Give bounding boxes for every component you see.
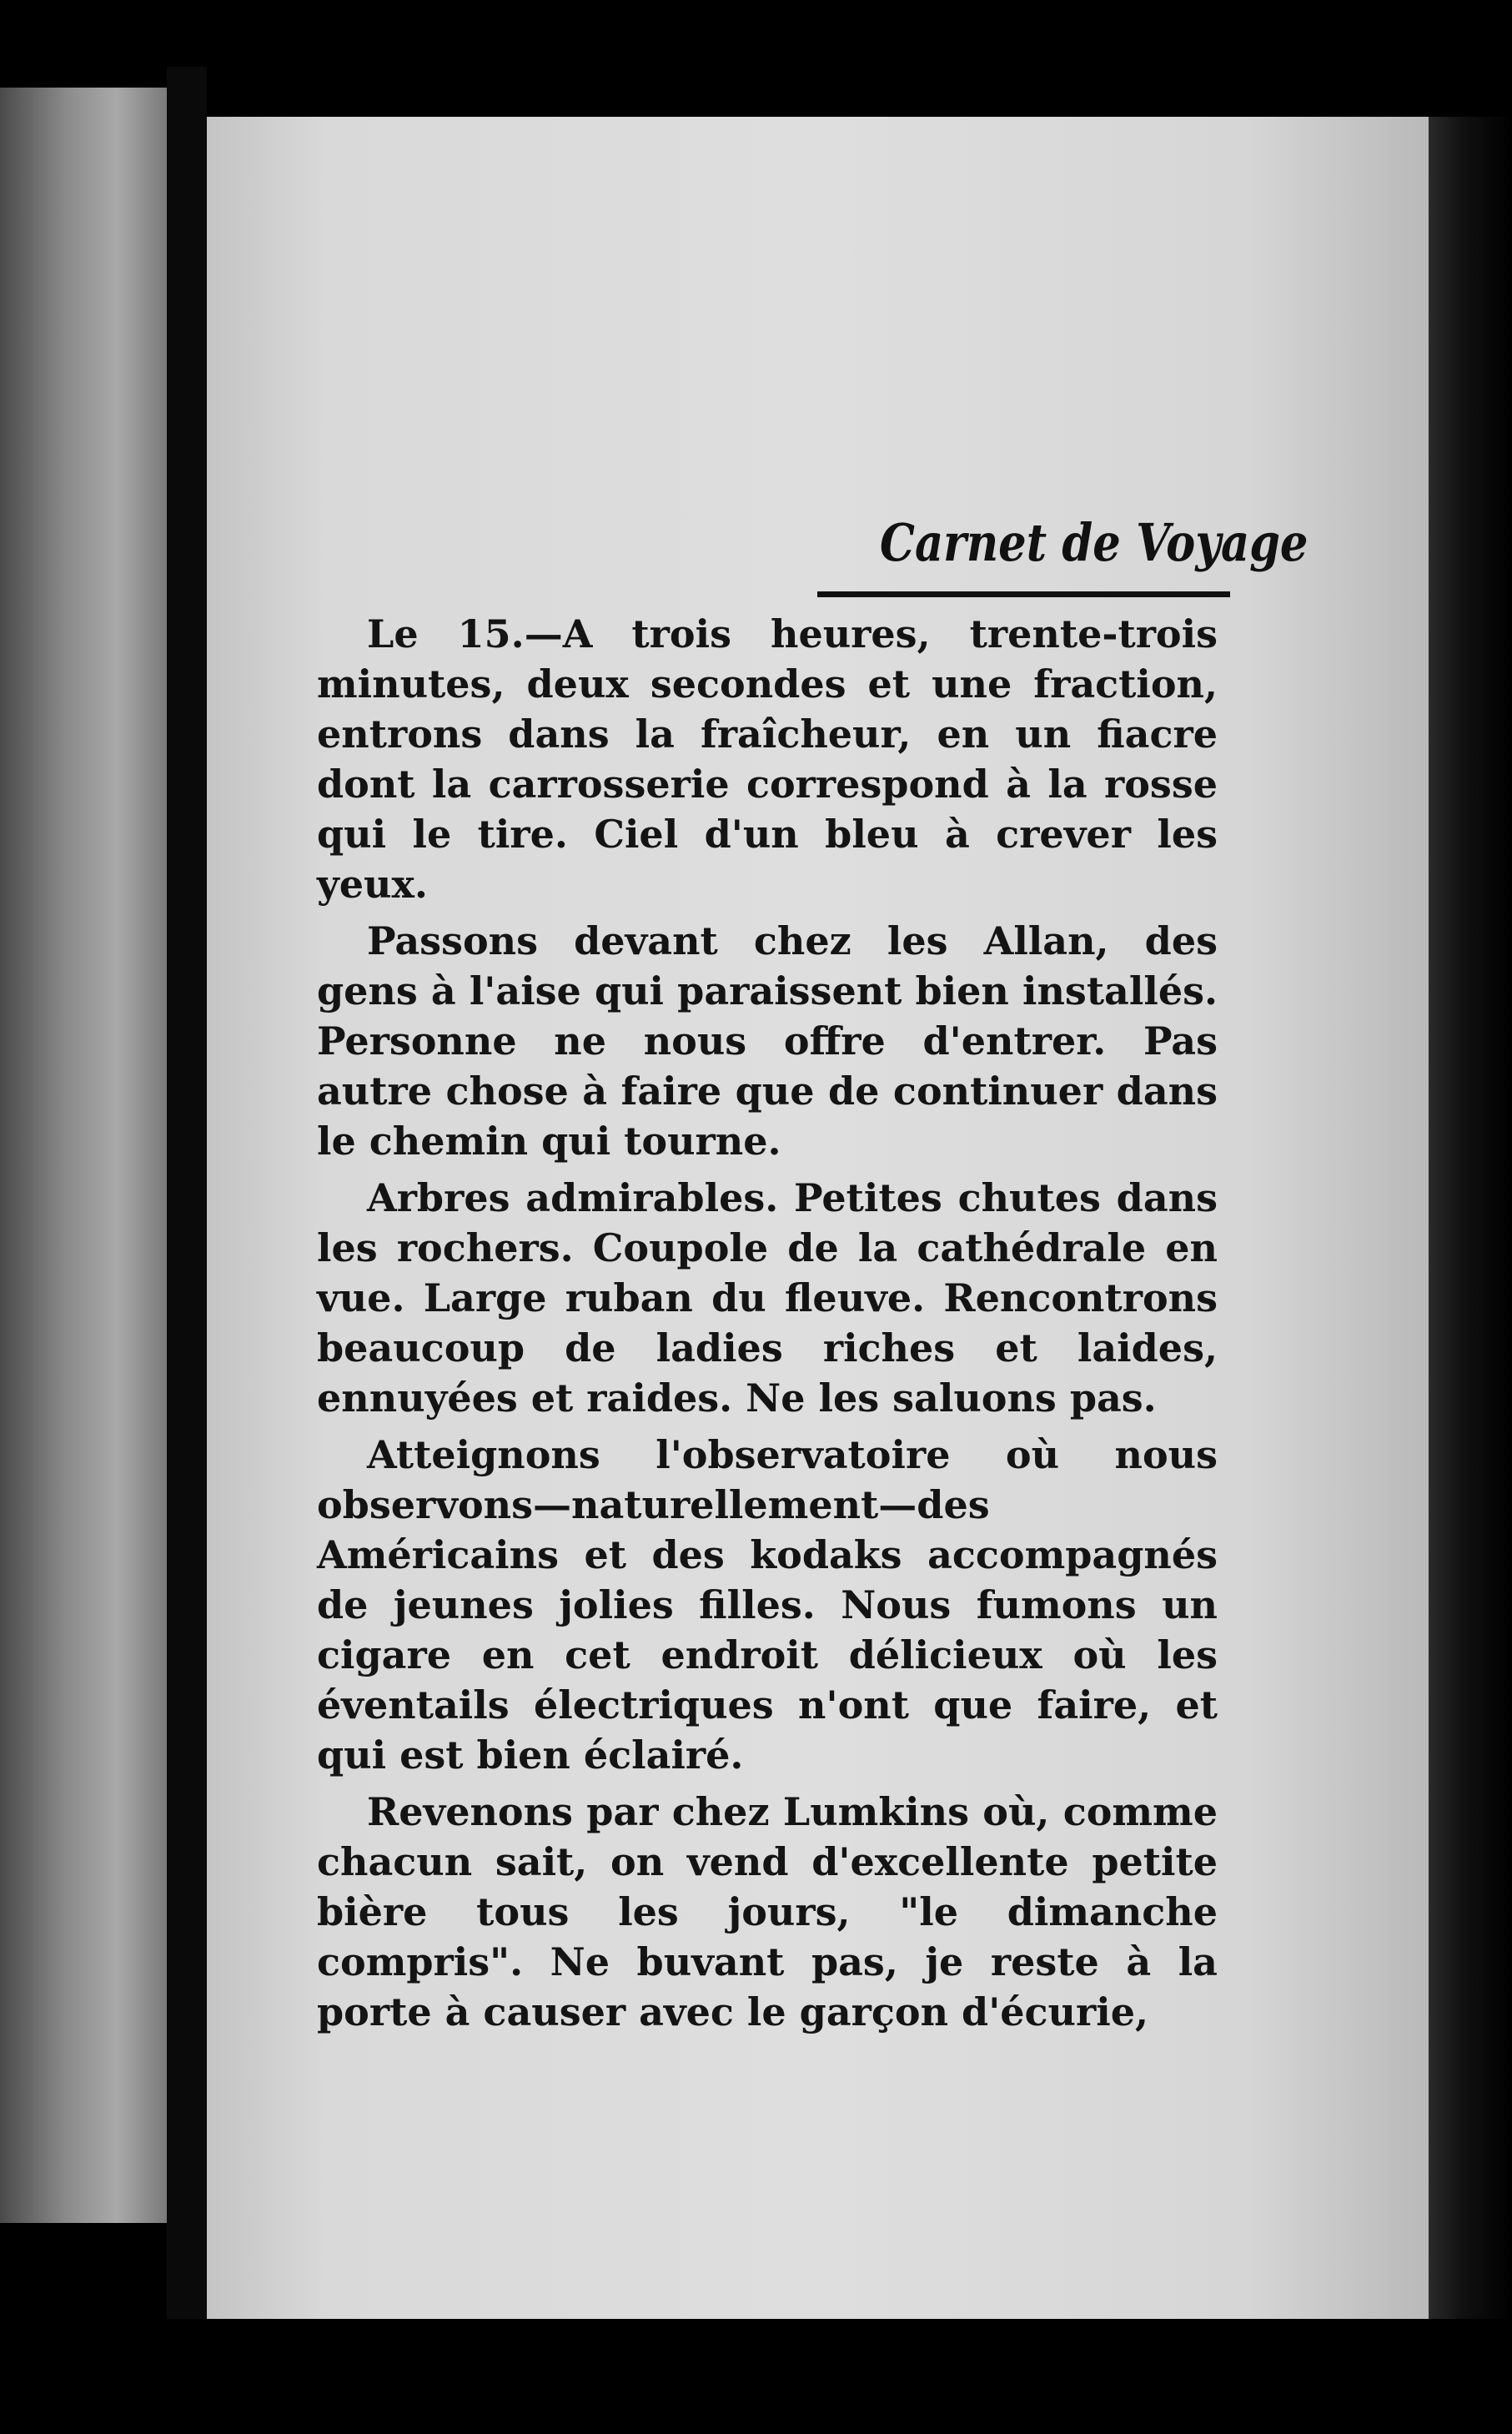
right-page-edge <box>1429 117 1512 2319</box>
page-heading: Carnet de Voyage <box>880 512 1309 573</box>
paragraph: Revenons par chez Lumkins où, comme chacun sait, on vend d'excellente petite bière tous les jours, "le dimanche compris". Ne buvant pas, je reste à la porte à causer avec le garçon d'écurie, <box>317 1789 1218 2034</box>
paragraph: Le 15.—A trois heures, trente-trois minutes, deux secondes et une fraction, entrons dans la fraîcheur, en un fiacre dont la carrosserie correspond à la rosse qui le tire. Ciel d'un bleu à crever les yeux. <box>317 611 1218 907</box>
heading-underline <box>817 591 1230 597</box>
book-gutter <box>167 67 207 2319</box>
body-text <box>317 609 1218 2044</box>
left-page-edge <box>0 88 167 2223</box>
paragraph: Arbres admirables. Petites chutes dans les rochers. Coupole de la cathédrale en vue. Large ruban du fleuve. Rencontrons beaucoup de ladies riches et laides, ennuyées et raides. Ne les saluons pas. <box>317 1175 1218 1421</box>
paragraph: Atteignons l'observatoire où nous observons—naturellement—des Américains et des kodaks accompagnés de jeunes jolies filles. Nous fumons un cigare en cet endroit délicieux où les éventails électriques n'ont que faire, et qui est bien éclairé. <box>317 1432 1218 1778</box>
paragraph: Passons devant chez les Allan, des gens à l'aise qui paraissent bien installés. Personne ne nous offre d'entrer. Pas autre chose à faire que de continuer dans le chemin qui tourne. <box>317 918 1218 1164</box>
page-heading-block <box>817 512 1309 609</box>
